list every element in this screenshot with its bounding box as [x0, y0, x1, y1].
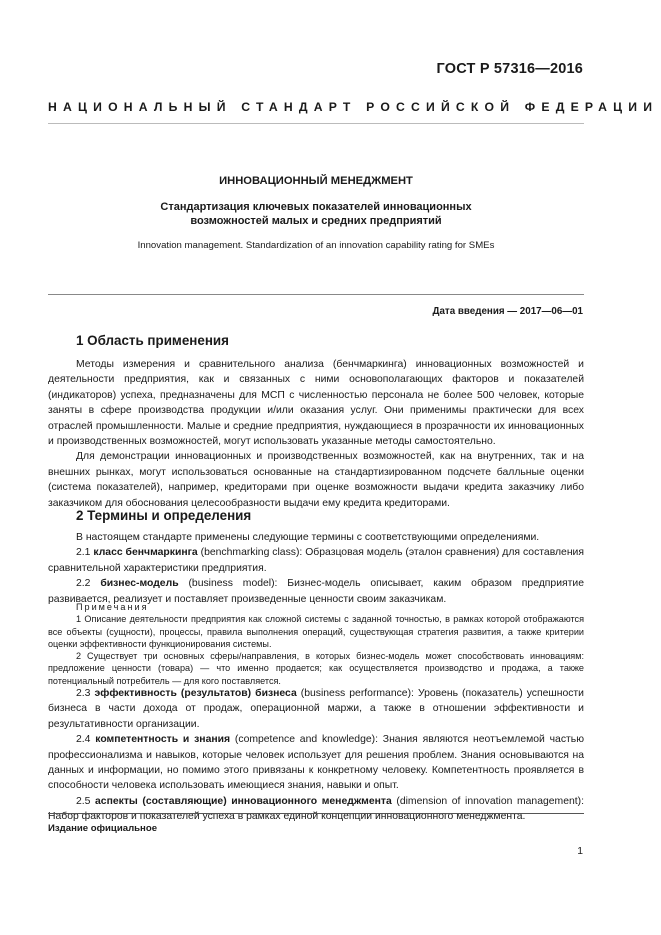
- official-edition-label: Издание официальное: [48, 823, 158, 834]
- term-number: 2.4: [76, 734, 96, 746]
- term-definition: (dimension of innovation management): Набор факторов и показателей успеха в рамках единой концепции инновационного менеджмента.: [48, 795, 584, 823]
- term-number: 2.2: [76, 578, 101, 590]
- section-2-body-continued: [48, 686, 584, 825]
- section-2-heading: 2 Термины и определения: [76, 508, 252, 523]
- national-standard-banner: НАЦИОНАЛЬНЫЙ СТАНДАРТ РОССИЙСКОЙ ФЕДЕРАЦИИ: [48, 100, 659, 114]
- section-2-body: [48, 530, 584, 607]
- term-definition: (competence and knowledge): Знания являются неотъемлемой частью профессионализма и навыков, которые человек использует для решения проблем. Знания основываются на данных и информации, но помимо этого привязаны к конкретному человеку. Компетентность проявляется в способности человека использовать имеющиеся знания, навыки и опыт.: [48, 734, 584, 792]
- footer-rule: [48, 813, 584, 814]
- notes-header: Примечания: [76, 602, 149, 612]
- term-name: аспекты (составляющие) инновационного менеджмента: [95, 795, 392, 807]
- title-rule: [48, 294, 584, 295]
- term-2-4: [48, 732, 584, 794]
- term-number: 2.1: [76, 547, 94, 559]
- term-number: 2.5: [76, 795, 96, 807]
- section-1-paragraph-1: Методы измерения и сравнительного анализа (бенчмаркинга) инновационных возможностей и деятельности предприятия, как и связанных с ними основополагающих факторов и показателей (индикаторов) успеха, предназначены для МСП с численностью персонала не более 500 человек, которые заняты в сфере производства продукции и/или оказания услуг. Они применимы практически для всех отраслей промышленности. Малые и средние предприятия, нуждающиеся в прозрачности их инновационных и производственных возможностей, могут использовать указанные методы самостоятельно.: [48, 359, 584, 448]
- section-1-paragraph-2: Для демонстрации инновационных и производственных возможностей, как на внутренних, так и на внешних рынках, могут использоваться основанные на стандартизированном подсчете балльные оценки (система показателей), например, кредиторами при оценке возможности выдачи кредита заказчику либо заказчиком для обоснования целесообразности выдачи ему кредита кредиторами.: [48, 451, 584, 509]
- notes-block: [48, 601, 584, 687]
- term-definition: (benchmarking class): Образцовая модель (эталон сравнения) для составления сравнительной характеристики предприятия.: [48, 547, 584, 574]
- page-number: 1: [577, 846, 583, 857]
- term-name: эффективность (результатов) бизнеса: [94, 688, 297, 699]
- standard-number: ГОСТ Р 57316—2016: [436, 61, 583, 77]
- section-1-body: [48, 357, 584, 511]
- term-name: класс бенчмаркинга: [93, 547, 198, 559]
- term-2-1: [48, 545, 584, 576]
- header-rule: [48, 123, 584, 124]
- subtitle-line-1: Стандартизация ключевых показателей инновационных: [160, 201, 472, 213]
- term-number: 2.3: [76, 688, 95, 699]
- note-1: 1 Описание деятельности предприятия как сложной системы с заданной точностью, в рамках которой отображаются все объекты (сущности), процессы, правила выполнения операций, существующая стратегия развития, а также критерии оценки эффективности функционирования системы.: [48, 614, 584, 649]
- term-2-3: [48, 686, 584, 732]
- note-2: 2 Существует три основных сферы/направления, в которых бизнес-модель может способствовать инновациям: предложение ценности (товара) — что именно продается; как осуществляется производство и продажа, а также потенциальный потребитель — для кого поставляется.: [48, 651, 584, 686]
- document-subtitle: [48, 200, 584, 228]
- term-definition: (business model): Бизнес-модель описывает, каким образом предприятие развивается, реализует и поставляет произведенные ценности своим заказчикам.: [48, 578, 584, 605]
- introduction-date: Дата введения — 2017—06—01: [432, 306, 583, 317]
- subtitle-line-2: возможностей малых и средних предприятий: [190, 215, 442, 227]
- term-name: бизнес-модель: [100, 578, 179, 590]
- document-title: ИННОВАЦИОННЫЙ МЕНЕДЖМЕНТ: [219, 175, 413, 187]
- term-definition: (business performance): Уровень (показатель) успешности бизнеса в части дохода от продаж, операционной маржи, а также в отношении эффективности и результативности организации.: [48, 688, 584, 730]
- term-name: компетентность и знания: [95, 734, 231, 746]
- section-2-intro: В настоящем стандарте применены следующие термины с соответствующими определениями.: [76, 532, 540, 543]
- term-2-5: [48, 794, 584, 825]
- english-title: Innovation management. Standardization of an innovation capability rating for SMEs: [137, 240, 495, 251]
- section-1-heading: 1 Область применения: [76, 333, 229, 348]
